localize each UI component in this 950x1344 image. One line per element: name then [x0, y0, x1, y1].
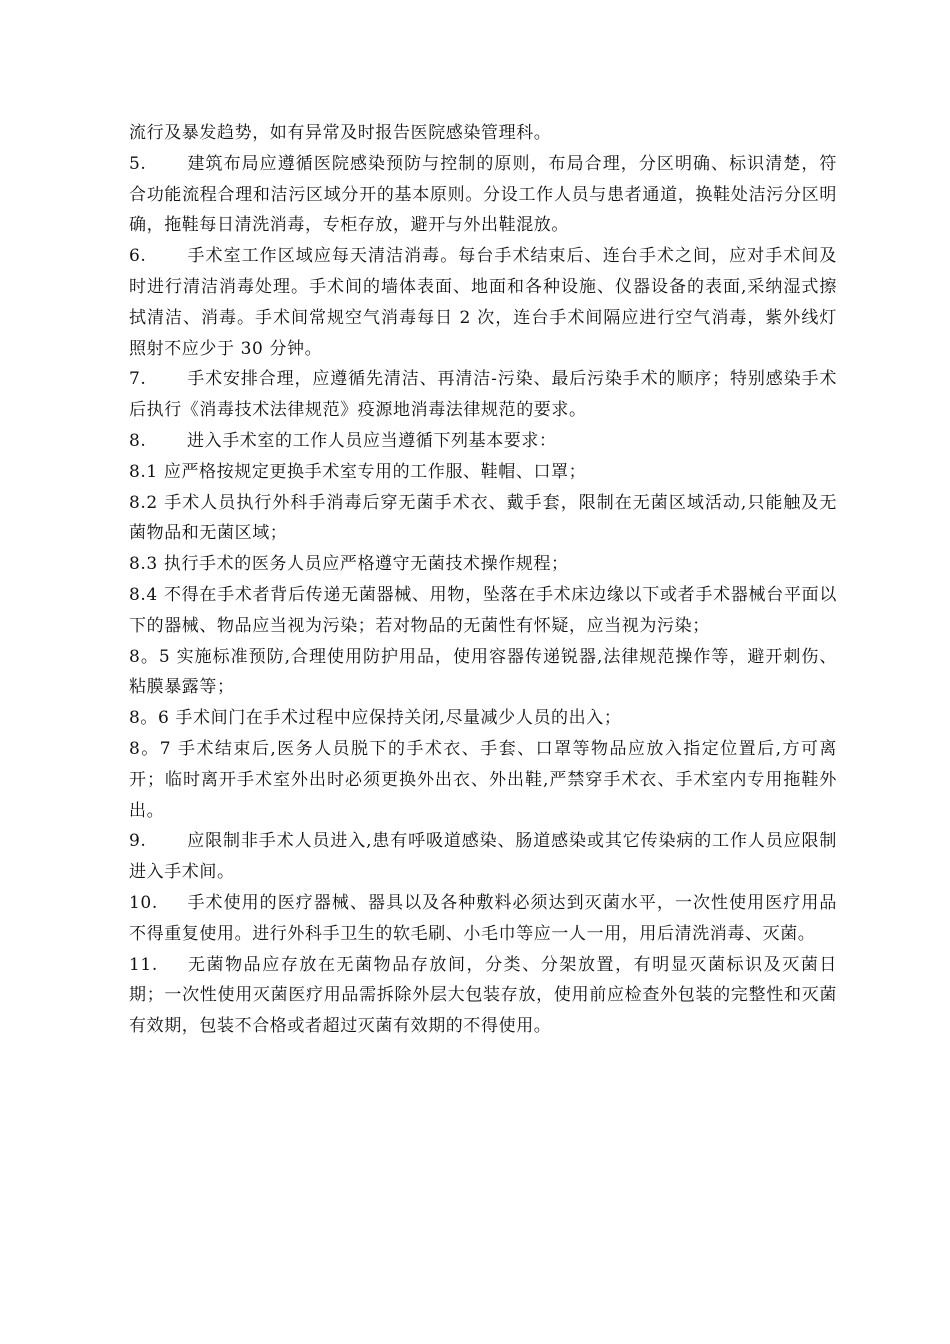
paragraph-text: 8。6 手术间门在手术过程中应保持关闭,尽量减少人员的出入； — [129, 708, 622, 729]
paragraph-text: 无菌物品应存放在无菌物品存放间，分类、分架放置，有明显灭菌标识及灭菌日期；一次性使用灭菌医疗用品需拆除外层大包装存放，使用前应检查外包装的完整性和灭菌有效期，包装不合格或者超过灭菌有效期的不得使用。 — [129, 954, 837, 1037]
paragraph-text: 8.1 应严格按规定更换手术室专用的工作服、鞋帽、口罩； — [129, 461, 587, 482]
paragraph-text: 8.3 执行手术的医务人员应严格遵守无菌技术操作规程； — [129, 554, 569, 575]
paragraph-8-4 — [129, 580, 837, 642]
paragraph-number: 7. — [129, 369, 147, 390]
paragraph-text: 建筑布局应遵循医院感染预防与控制的原则，布局合理，分区明确、标识清楚，符合功能流程合理和洁污区域分开的基本原则。分设工作人员与患者通道，换鞋处洁污分区明确，拖鞋每日清洗消毒，专柜存放，避开与外出鞋混放。 — [129, 153, 837, 236]
paragraph-number: 5. — [129, 153, 147, 174]
paragraph-number: 10. — [129, 892, 158, 913]
paragraph-8 — [129, 426, 837, 457]
paragraph-0 — [129, 118, 837, 149]
paragraph-text: 8.2 手术人员执行外科手消毒后穿无菌手术衣、戴手套，限制在无菌区域活动,只能触及无菌物品和无菌区域； — [129, 492, 837, 544]
paragraph-text: 手术使用的医疗器械、器具以及各种敷料必须达到灭菌水平，一次性使用医疗用品不得重复使用。进行外科手卫生的软毛刷、小毛巾等应一人一用，用后清洗消毒、灭菌。 — [129, 892, 837, 944]
paragraph-7 — [129, 364, 837, 426]
paragraph-number: 6. — [129, 246, 147, 267]
paragraph-text: 进入手术室的工作人员应当遵循下列基本要求： — [187, 430, 557, 451]
paragraph-8-7 — [129, 734, 837, 826]
paragraph-number: 8. — [129, 430, 147, 451]
paragraph-text: 手术安排合理，应遵循先清洁、再清洁-污染、最后污染手术的顺序；特别感染手术后执行《消毒技术法律规范》疫源地消毒法律规范的要求。 — [129, 369, 837, 421]
paragraph-8-6 — [129, 703, 837, 734]
paragraph-10 — [129, 888, 837, 950]
paragraph-text: 8。5 实施标准预防,合理使用防护用品，使用容器传递锐器,法律规范操作等，避开刺伤、粘膜暴露等； — [129, 646, 837, 698]
paragraph-text: 手术室工作区域应每天清洁消毒。每台手术结束后、连台手术之间，应对手术间及时进行清洁消毒处理。手术间的墙体表面、地面和各种设施、仪器设备的表面,采纳湿式擦拭清洁、消毒。手术间常规空气消毒每日 2 次，连台手术间隔应进行空气消毒，紫外线灯照射不应少于 30 分钟。 — [129, 246, 837, 359]
paragraph-8-1 — [129, 457, 837, 488]
paragraph-text: 流行及暴发趋势，如有异常及时报告医院感染管理科。 — [129, 123, 552, 143]
paragraph-11 — [129, 950, 837, 1042]
paragraph-6 — [129, 241, 837, 364]
paragraph-text: 应限制非手术人员进入,患有呼吸道感染、肠道感染或其它传染病的工作人员应限制进入手术间。 — [129, 831, 837, 883]
paragraph-text: 8.4 不得在手术者背后传递无菌器械、用物，坠落在手术床边缘以下或者手术器械台平面以下的器械、物品应当视为污染；若对物品的无菌性有怀疑，应当视为污染； — [129, 584, 837, 636]
paragraph-5 — [129, 149, 837, 241]
paragraph-text: 8。7 手术结束后,医务人员脱下的手术衣、手套、口罩等物品应放入指定位置后,方可离开；临时离开手术室外出时必须更换外出衣、外出鞋,严禁穿手术衣、手术室内专用拖鞋外出。 — [129, 738, 837, 821]
paragraph-number: 9. — [129, 831, 147, 852]
paragraph-8-5 — [129, 642, 837, 704]
paragraph-8-2 — [129, 488, 837, 550]
paragraph-number: 11. — [129, 954, 158, 975]
paragraph-8-3 — [129, 549, 837, 580]
document-body — [129, 118, 837, 1042]
paragraph-9 — [129, 826, 837, 888]
